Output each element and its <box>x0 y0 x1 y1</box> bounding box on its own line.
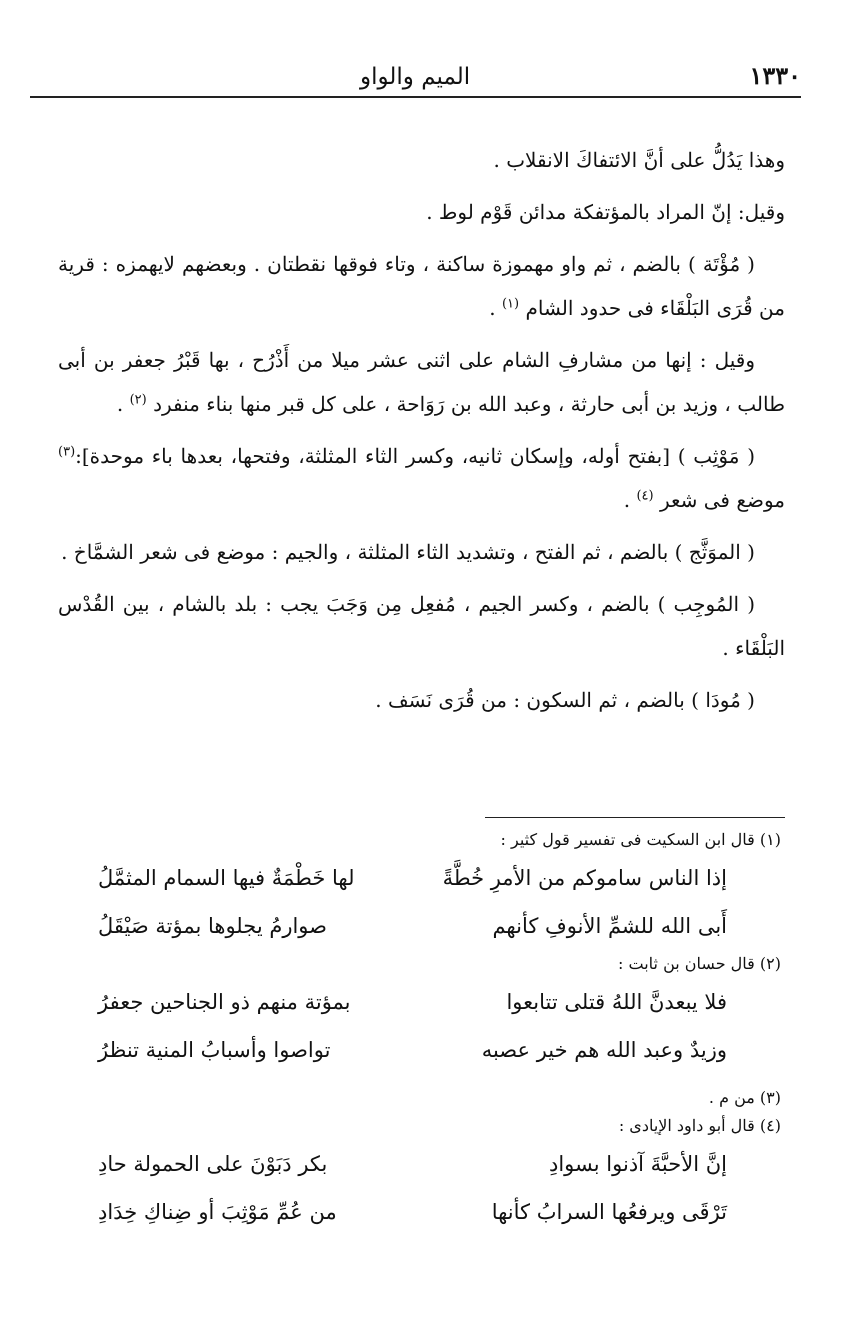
verse-second-hemistich: تواصوا وأسبابُ المنية تنظرُ <box>98 1038 331 1062</box>
footnotes <box>58 826 785 1236</box>
entry-muta <box>58 242 785 330</box>
page-header <box>30 62 801 98</box>
verse-second-hemistich: بكر دَبَوْنَ على الحمولة حادِ <box>98 1152 328 1176</box>
verse-first-hemistich: إنَّ الأحبَّةَ آذنوا بسوادِ <box>549 1152 727 1176</box>
verse-second-hemistich: لها خَطْمَةٌ فيها السمام المثمَّلُ <box>98 866 355 890</box>
verse-line <box>58 1188 785 1236</box>
footnote-label: (١) قال ابن السكيت فى تفسير قول كثير : <box>500 830 781 849</box>
verse-first-hemistich: تَرْقَى ويرفعُها السرابُ كأنها <box>491 1200 727 1224</box>
verse-line <box>58 978 785 1026</box>
verse-second-hemistich: بمؤتة منهم ذو الجناحين جعفرُ <box>98 990 351 1014</box>
paragraph-text: وقيل: إنّ المراد بالمؤتفكة مدائن قَوْم لوط . <box>426 200 785 224</box>
verse-first-hemistich: أَبى الله للشمِّ الأنوفِ كأنهم <box>492 914 727 938</box>
page-number: ١٣٣٠ <box>749 61 801 90</box>
verse-line <box>58 902 785 950</box>
footnote-divider <box>485 817 785 818</box>
verse-first-hemistich: فلا يبعدنَّ اللهُ قتلى تتابعوا <box>506 990 727 1014</box>
paragraph-tail: موضع فى شعر <box>659 488 785 512</box>
footnote-label: (٣) من م . <box>708 1088 781 1107</box>
paragraph-text: ( مُؤْتَة ) بالضم ، ثم واو مهموزة ساكنة ، وتاء فوقها نقطتان . وبعضهم لايهمزه : قرية من قُرَى البَلْقَاء فى حدود الشام <box>58 252 785 320</box>
verse-first-hemistich: إذا الناس ساموكم من الأمرِ خُطَّةً <box>442 866 727 890</box>
footnote-ref: (٤) <box>636 488 654 504</box>
paragraph-text: ( المُوجِب ) بالضم ، وكسر الجيم ، مُفعِل مِن وَجَبَ يجب : بلد بالشام ، بين القُدْس البَلْقَاء . <box>58 592 785 660</box>
main-text <box>58 138 785 730</box>
paragraph-text: وقيل : إنها من مشارفِ الشام على اثنى عشر ميلا من أَذْرُح ، بها قَبْرُ جعفر بن أبى طالب ، وزيد بن أبى حارثة ، وعبد الله بن رَوَاحة ، على كل قبر منها بناء منفرد <box>58 348 785 416</box>
spacer <box>58 1074 785 1084</box>
paragraph-text: ( مُودَا ) بالضم ، ثم السكون : من قُرَى نَسَف . <box>375 688 755 712</box>
verse-first-hemistich: وزيدٌ وعبد الله هم خير عصبه <box>481 1038 727 1062</box>
paragraph-tail: . <box>116 392 130 416</box>
paragraph <box>58 338 785 426</box>
paragraph-tail: . <box>489 296 502 320</box>
paragraph <box>58 138 785 182</box>
paragraph-tail: . <box>623 488 637 512</box>
footnote-label: (٢) قال حسان بن ثابت : <box>618 954 781 973</box>
verse-second-hemistich: من عُمِّ مَوْثِبَ أو ضِناكِ خِدَادِ <box>98 1200 337 1224</box>
footnote-ref: (٢) <box>129 392 147 408</box>
paragraph-text: ( الموَثَّج ) بالضم ، ثم الفتح ، وتشديد الثاء المثلثة ، والجيم : موضع فى شعر الشمَّاخ . <box>61 540 755 564</box>
footnote-label: (٤) قال أبو داود الإيادى : <box>618 1116 781 1135</box>
paragraph-text: ( مَوْثِب ) [بفتح أوله، وإسكان ثانيه، وكسر الثاء المثلثة، وفتحها، بعدها باء موحدة]: <box>75 444 755 468</box>
paragraph-text: وهذا يَدُلُّ على أنَّ الائتفاكَ الانقلاب . <box>493 148 785 172</box>
footnote-ref: (٣) <box>58 444 76 460</box>
entry-mawthib <box>58 434 785 522</box>
verse-second-hemistich: صوارمُ يجلوها بمؤتة صَيْقَلُ <box>98 914 327 938</box>
entry-muwaththaj <box>58 530 785 574</box>
footnote-ref: (١) <box>501 296 520 312</box>
entry-mujib <box>58 582 785 670</box>
running-title: الميم والواو <box>360 64 471 90</box>
verse-line <box>58 854 785 902</box>
verse-line <box>58 1026 785 1074</box>
paragraph <box>58 190 785 234</box>
verse-line <box>58 1140 785 1188</box>
entry-muda <box>58 678 785 722</box>
